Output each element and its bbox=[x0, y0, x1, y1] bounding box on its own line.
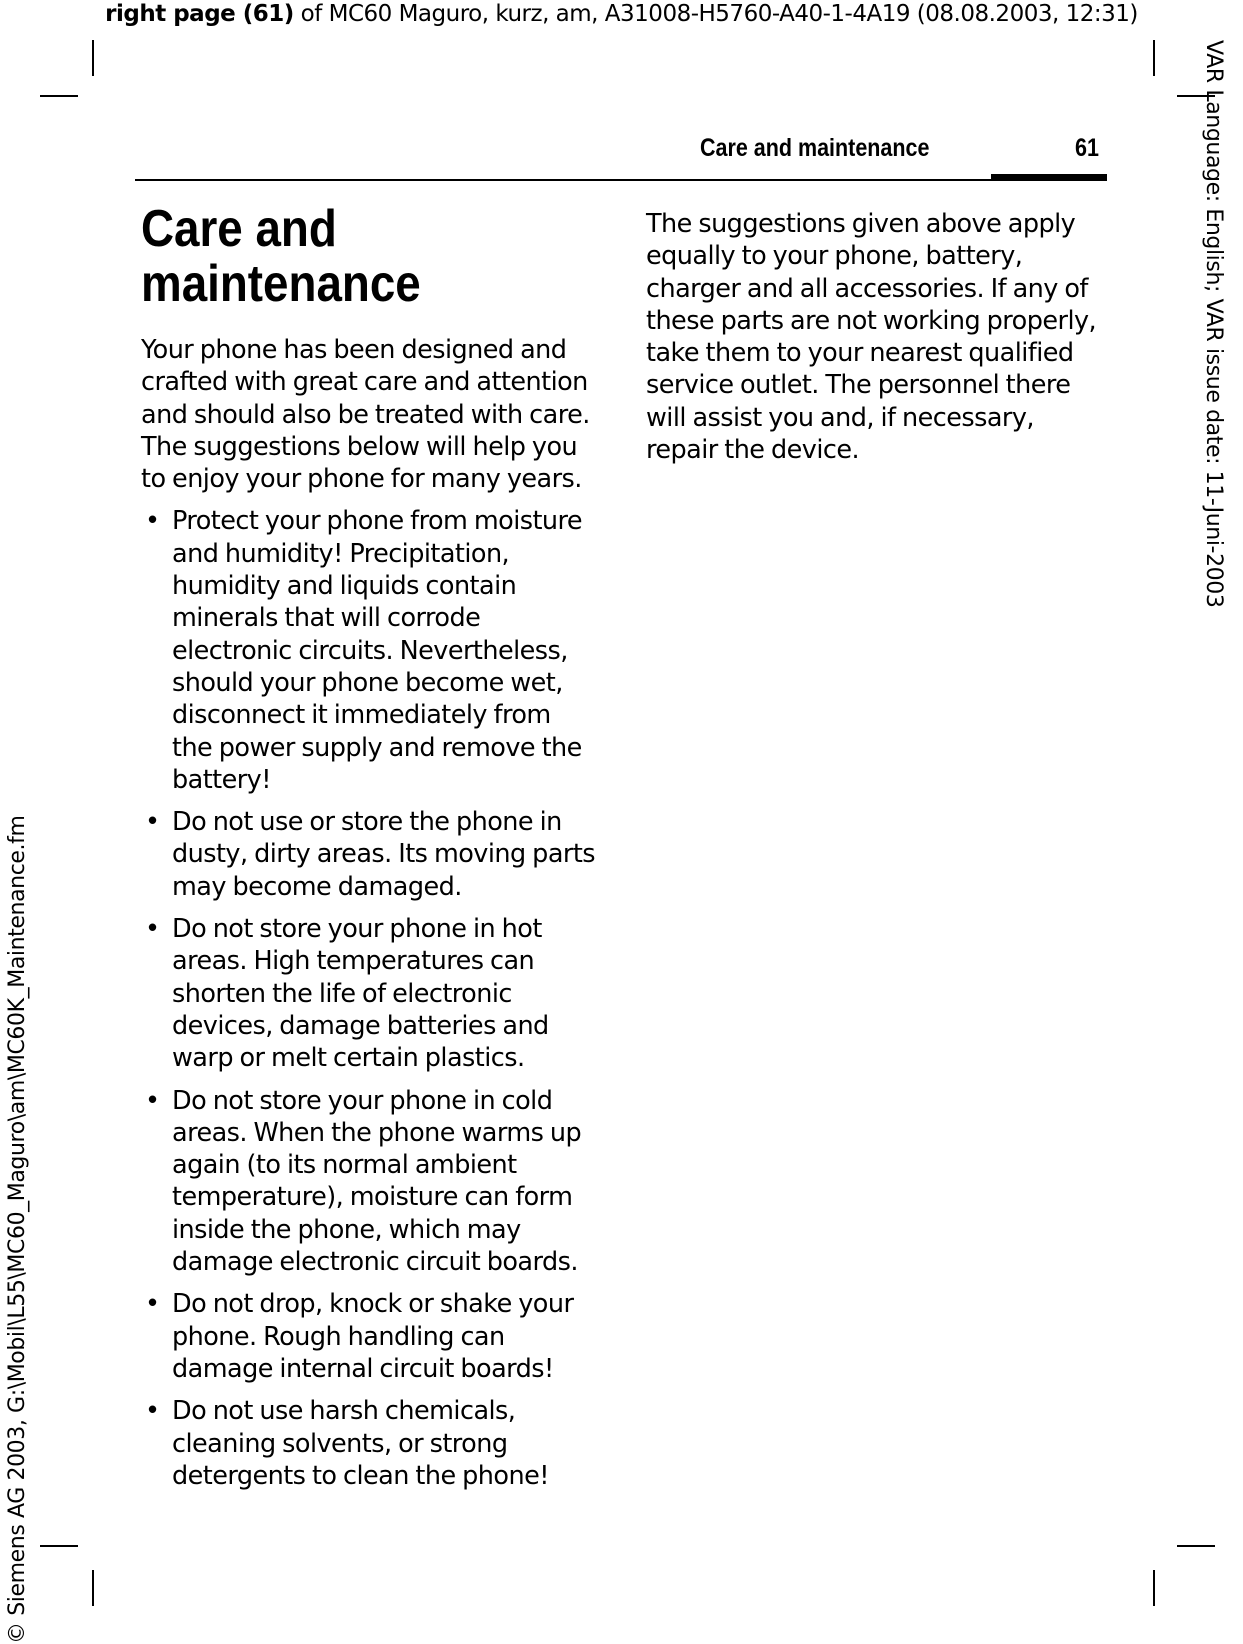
closing-paragraph: The suggestions given above apply equally to your phone, battery, charger and all accessories. If any of these parts are not working properly, take them to your nearest qualified service outlet. The personnel there will assist you and, if necessary, repair the device. bbox=[646, 209, 1097, 466]
crop-mark bbox=[92, 1570, 94, 1606]
list-item-text: Protect your phone from moisture and humidity! Precipitation, humidity and liquids contain minerals that will corrode electronic circuits. Nevertheless, should your phone become wet, disconnect it immediately from the power supply and remove the battery! bbox=[172, 506, 583, 795]
list-item bbox=[141, 913, 596, 1074]
list-item bbox=[141, 806, 596, 903]
bullet-icon: • bbox=[145, 807, 160, 838]
list-item-text: Do not store your phone in hot areas. High temperatures can shorten the life of electronic devices, damage batteries and warp or melt certain plastics. bbox=[172, 914, 549, 1074]
running-header-title: Care and maintenance bbox=[700, 134, 930, 162]
crop-mark bbox=[1177, 1545, 1215, 1547]
list-item bbox=[141, 1085, 596, 1279]
right-column bbox=[646, 208, 1101, 476]
crop-mark bbox=[1153, 1570, 1155, 1606]
list-item-text: Do not use or store the phone in dusty, dirty areas. Its moving parts may become damaged. bbox=[172, 807, 596, 902]
bullet-icon: • bbox=[145, 506, 160, 537]
list-item bbox=[141, 505, 596, 796]
list-item bbox=[141, 1288, 596, 1385]
care-tips-list bbox=[141, 505, 596, 1492]
header-rule bbox=[135, 179, 1107, 181]
banner-page-label: right page (61) bbox=[105, 1, 294, 27]
list-item-text: Do not store your phone in cold areas. When the phone warms up again (to its normal ambient temperature), moisture can form inside the phone, which may damage electronic circuit boards. bbox=[172, 1085, 582, 1278]
intro-paragraph: Your phone has been designed and crafted with great care and attention and should also be treated with care. The suggestions below will help you to enjoy your phone for many years. bbox=[141, 335, 590, 495]
bullet-icon: • bbox=[145, 1289, 160, 1320]
crop-mark bbox=[92, 40, 94, 76]
document-banner bbox=[0, 0, 1243, 28]
list-item-text: Do not drop, knock or shake your phone. Rough handling can damage internal circuit boards! bbox=[172, 1289, 574, 1384]
crop-mark bbox=[40, 95, 78, 97]
side-text-language: VAR Language: English; VAR issue date: 11-Juni-2003 bbox=[1201, 40, 1226, 608]
list-item bbox=[141, 1395, 596, 1492]
list-item-text: Do not use harsh chemicals, cleaning solvents, or strong detergents to clean the phone! bbox=[172, 1396, 549, 1491]
banner-document-info: of MC60 Maguro, kurz, am, A31008-H5760-A40-1-4A19 (08.08.2003, 12:31) bbox=[293, 1, 1138, 27]
side-text-copyright: © Siemens AG 2003, G:\Mobil\L55\MC60_Maguro\am\MC60K_Maintenance.fm bbox=[5, 815, 30, 1644]
header-rule-accent bbox=[991, 174, 1107, 181]
left-column bbox=[141, 202, 596, 1502]
page-title: Care and maintenance bbox=[141, 200, 421, 313]
crop-mark bbox=[40, 1545, 78, 1547]
crop-mark bbox=[1153, 40, 1155, 76]
bullet-icon: • bbox=[145, 1085, 160, 1116]
page-number: 61 bbox=[1075, 134, 1099, 162]
bullet-icon: • bbox=[145, 914, 160, 945]
bullet-icon: • bbox=[145, 1396, 160, 1427]
